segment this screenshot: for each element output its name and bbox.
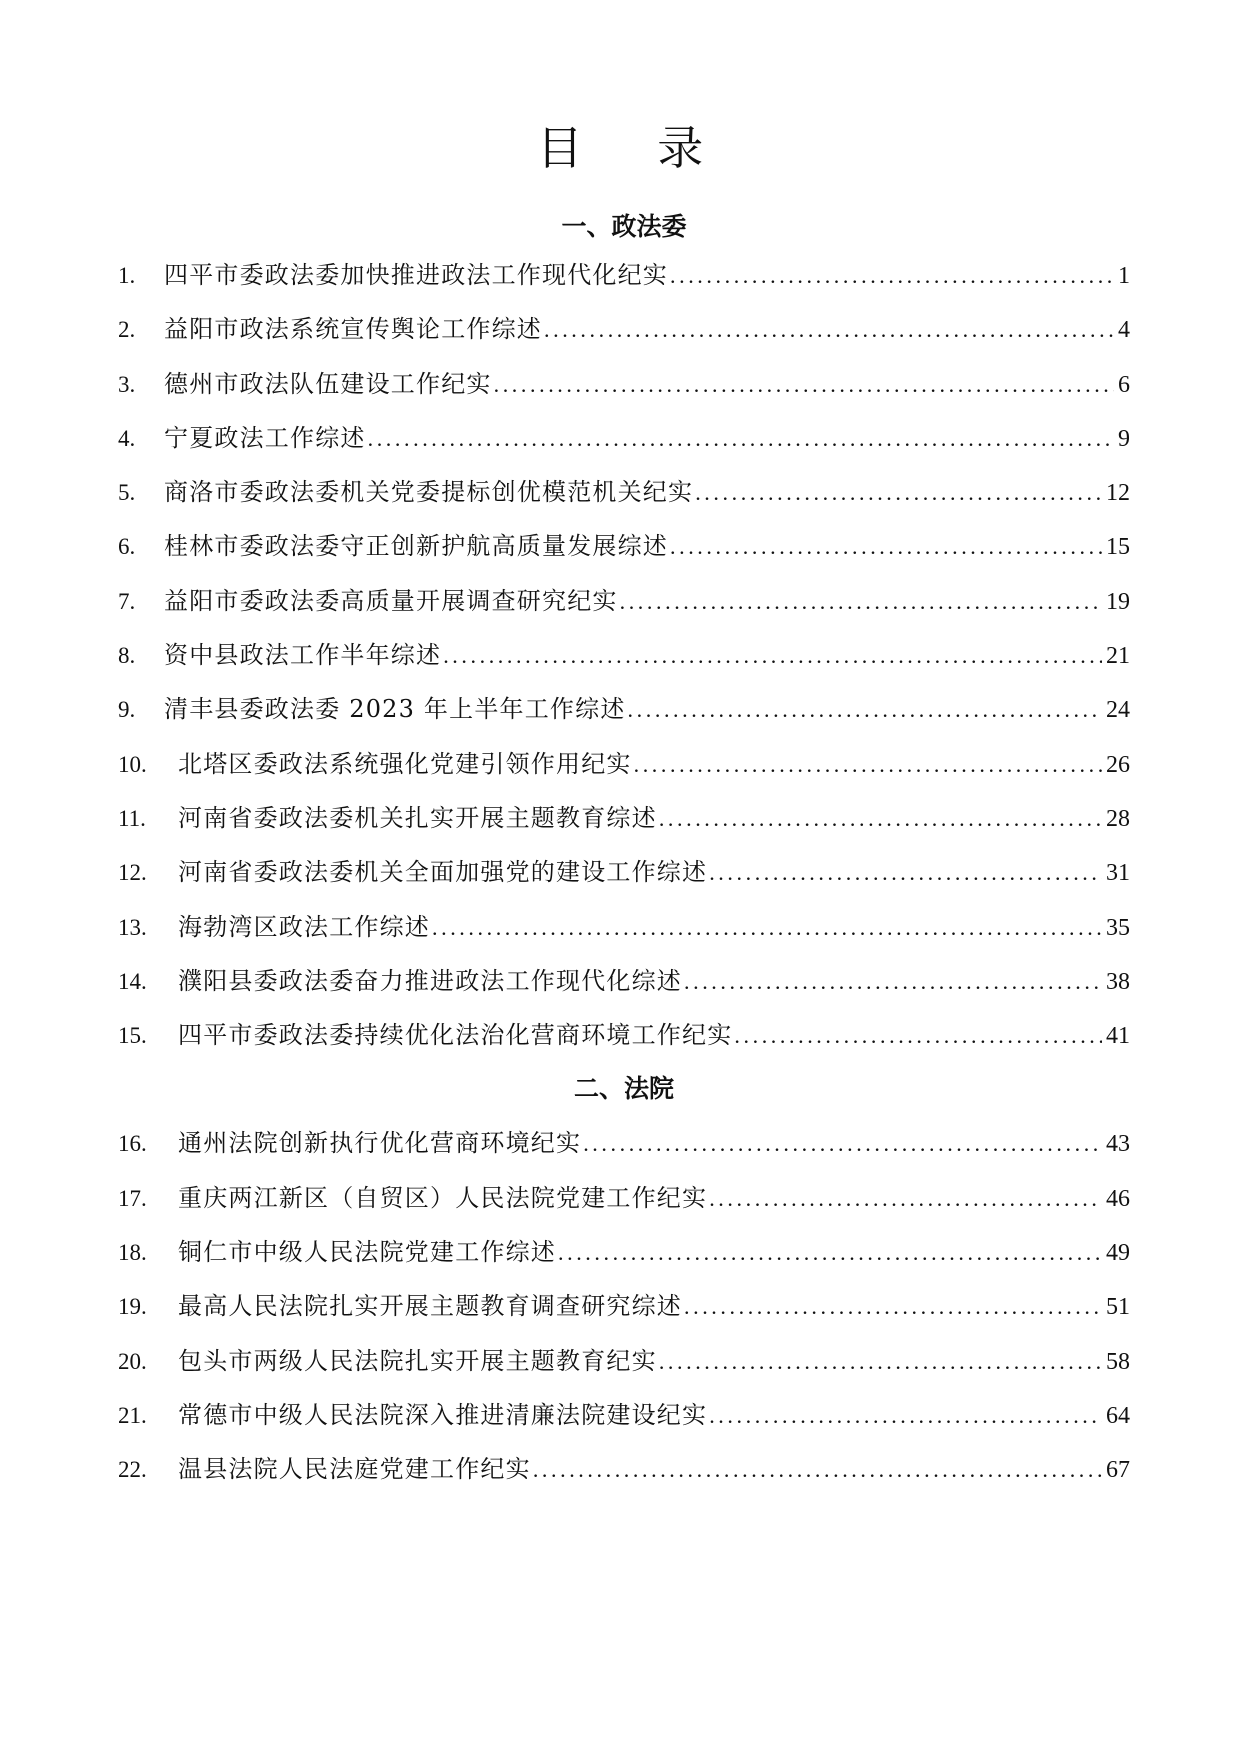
toc-entry[interactable] (118, 737, 1130, 791)
toc-entry-page-number: 51 (1106, 1294, 1130, 1321)
toc-entry-title[interactable]: 清丰县委政法委 2023 年上半年工作综述 (164, 695, 626, 724)
toc-entry-page-number: 15 (1106, 534, 1130, 561)
section-entries-fayuan (118, 1116, 1130, 1496)
toc-entry-title[interactable]: 北塔区委政法系统强化党建引领作用纪实 (178, 749, 632, 778)
toc-entry-page-number: 21 (1106, 643, 1130, 670)
toc-entry-title[interactable]: 濮阳县委政法委奋力推进政法工作现代化综述 (178, 966, 682, 995)
toc-entry-page-number: 64 (1106, 1402, 1130, 1429)
toc-entry-number: 12. (118, 860, 147, 886)
toc-dot-leader (670, 249, 1114, 303)
toc-entry-page-number: 28 (1106, 805, 1130, 832)
toc-entry-number: 17. (118, 1185, 147, 1211)
toc-dot-leader (544, 303, 1114, 357)
toc-entry-title[interactable]: 资中县政法工作半年综述 (164, 641, 442, 670)
toc-dot-leader (533, 1443, 1102, 1497)
toc-entry-title[interactable]: 包头市两级人民法院扎实开展主题教育纪实 (178, 1346, 657, 1375)
toc-entry-number: 13. (118, 914, 147, 940)
toc-entry-title[interactable]: 河南省委政法委机关全面加强党的建设工作综述 (178, 858, 708, 887)
toc-entry[interactable] (118, 248, 1130, 302)
toc-entry-number: 11. (118, 805, 146, 831)
toc-dot-leader (368, 412, 1114, 466)
toc-entry-page-number: 12 (1106, 480, 1130, 507)
toc-entry-title[interactable]: 重庆两江新区（自贸区）人民法院党建工作纪实 (178, 1183, 708, 1212)
toc-entry[interactable] (118, 1008, 1130, 1062)
toc-dot-leader (684, 955, 1102, 1009)
toc-dot-leader (443, 629, 1102, 683)
toc-entry[interactable] (118, 845, 1130, 899)
toc-entry-number: 19. (118, 1294, 147, 1320)
toc-entry[interactable] (118, 791, 1130, 845)
toc-entry[interactable] (118, 1442, 1130, 1496)
toc-entry-title[interactable]: 常德市中级人民法院深入推进清廉法院建设纪实 (178, 1400, 708, 1429)
toc-entry[interactable] (118, 1116, 1130, 1170)
toc-dot-leader (583, 1117, 1102, 1171)
toc-entry-title[interactable]: 德州市政法队伍建设工作纪实 (164, 369, 492, 398)
toc-dot-leader (709, 846, 1102, 900)
toc-entry-number: 21. (118, 1402, 147, 1428)
toc-entry-number: 22. (118, 1457, 147, 1483)
toc-dot-leader (734, 1009, 1102, 1063)
toc-entry-title[interactable]: 宁夏政法工作综述 (164, 423, 366, 452)
toc-entry[interactable] (118, 411, 1130, 465)
toc-entry[interactable] (118, 357, 1130, 411)
toc-entry-title[interactable]: 四平市委政法委加快推进政法工作现代化纪实 (164, 261, 668, 289)
toc-dot-leader (494, 358, 1114, 412)
toc-entry-number: 5. (118, 480, 136, 506)
toc-entry-number: 16. (118, 1131, 147, 1157)
toc-entry-number: 6. (118, 534, 136, 560)
toc-entry-title[interactable]: 四平市委政法委持续优化法治化营商环境工作纪实 (178, 1021, 733, 1050)
toc-entry-number: 1. (118, 263, 136, 288)
toc-entry-page-number: 9 (1118, 425, 1130, 452)
toc-entry-title[interactable]: 通州法院创新执行优化营商环境纪实 (178, 1129, 582, 1158)
toc-entry-title[interactable]: 商洛市委政法委机关党委提标创优模范机关纪实 (164, 478, 694, 507)
toc-dot-leader (709, 1389, 1102, 1443)
toc-entry-title[interactable]: 最高人民法院扎实开展主题教育调查研究综述 (178, 1292, 682, 1321)
section-entries-zhengfawei (118, 248, 1130, 1062)
toc-entry-page-number: 43 (1106, 1131, 1130, 1158)
toc-entry-page-number: 35 (1106, 914, 1130, 941)
toc-entry-title[interactable]: 桂林市委政法委守正创新护航高质量发展综述 (164, 532, 668, 561)
page-title: 目 录 (536, 121, 734, 175)
toc-entry-number: 10. (118, 751, 147, 777)
toc-entry[interactable] (118, 574, 1130, 628)
toc-entry-page-number: 67 (1106, 1457, 1130, 1484)
toc-entry-page-number: 31 (1106, 860, 1130, 887)
toc-entry[interactable] (118, 519, 1130, 573)
toc-entry-page-number: 19 (1106, 588, 1130, 615)
toc-dot-leader (709, 1172, 1102, 1226)
toc-entry-page-number: 38 (1106, 968, 1130, 995)
toc-entry-number: 9. (118, 697, 136, 723)
toc-entry-number: 15. (118, 1023, 147, 1049)
toc-entry[interactable] (118, 465, 1130, 519)
toc-entry[interactable] (118, 302, 1130, 356)
toc-dot-leader (659, 1335, 1102, 1389)
table-of-contents (118, 212, 1130, 1497)
toc-dot-leader (684, 1280, 1102, 1334)
toc-entry-title[interactable]: 河南省委政法委机关扎实开展主题教育综述 (178, 803, 657, 832)
toc-entry[interactable] (118, 628, 1130, 682)
toc-entry-title[interactable]: 益阳市委政法委高质量开展调查研究纪实 (164, 586, 618, 615)
toc-entry-page-number: 46 (1106, 1185, 1130, 1212)
toc-entry[interactable] (118, 1388, 1130, 1442)
section-heading-fayuan: 二、法院 (573, 1074, 674, 1104)
toc-entry[interactable] (118, 954, 1130, 1008)
toc-entry[interactable] (118, 1171, 1130, 1225)
toc-dot-leader (628, 683, 1102, 737)
toc-entry-page-number: 24 (1106, 697, 1130, 724)
toc-dot-leader (558, 1226, 1102, 1280)
toc-entry-page-number: 26 (1106, 751, 1130, 778)
toc-entry-title[interactable]: 海勃湾区政法工作综述 (178, 912, 430, 941)
toc-dot-leader (620, 575, 1102, 629)
toc-entry-title[interactable]: 铜仁市中级人民法院党建工作综述 (178, 1238, 556, 1267)
toc-entry-number: 2. (118, 317, 136, 343)
toc-entry[interactable] (118, 1225, 1130, 1279)
section-heading-zhengfawei: 一、政法委 (561, 212, 687, 241)
toc-dot-leader (432, 901, 1102, 955)
toc-entry-page-number: 49 (1106, 1240, 1130, 1267)
toc-entry-number: 20. (118, 1348, 147, 1374)
toc-entry[interactable] (118, 1279, 1130, 1333)
toc-entry-number: 7. (118, 588, 136, 614)
toc-dot-leader (670, 520, 1102, 574)
toc-entry-title[interactable]: 温县法院人民法庭党建工作纪实 (178, 1455, 531, 1484)
toc-entry-number: 4. (118, 425, 136, 451)
toc-entry-number: 18. (118, 1240, 147, 1266)
toc-dot-leader (634, 738, 1102, 792)
toc-dot-leader (659, 792, 1102, 846)
toc-entry-number: 14. (118, 968, 147, 994)
toc-entry-number: 3. (118, 371, 136, 397)
toc-entry[interactable] (118, 900, 1130, 954)
toc-entry-page-number: 58 (1106, 1348, 1130, 1375)
toc-entry-page-number: 41 (1106, 1023, 1130, 1050)
toc-entry-page-number: 6 (1118, 371, 1130, 398)
toc-entry[interactable] (118, 1334, 1130, 1388)
toc-entry-page-number: 1 (1118, 263, 1130, 289)
toc-entry[interactable] (118, 682, 1130, 736)
toc-dot-leader (695, 466, 1102, 520)
toc-entry-page-number: 4 (1118, 317, 1130, 344)
toc-entry-number: 8. (118, 643, 136, 669)
toc-entry-title[interactable]: 益阳市政法系统宣传舆论工作综述 (164, 315, 542, 344)
